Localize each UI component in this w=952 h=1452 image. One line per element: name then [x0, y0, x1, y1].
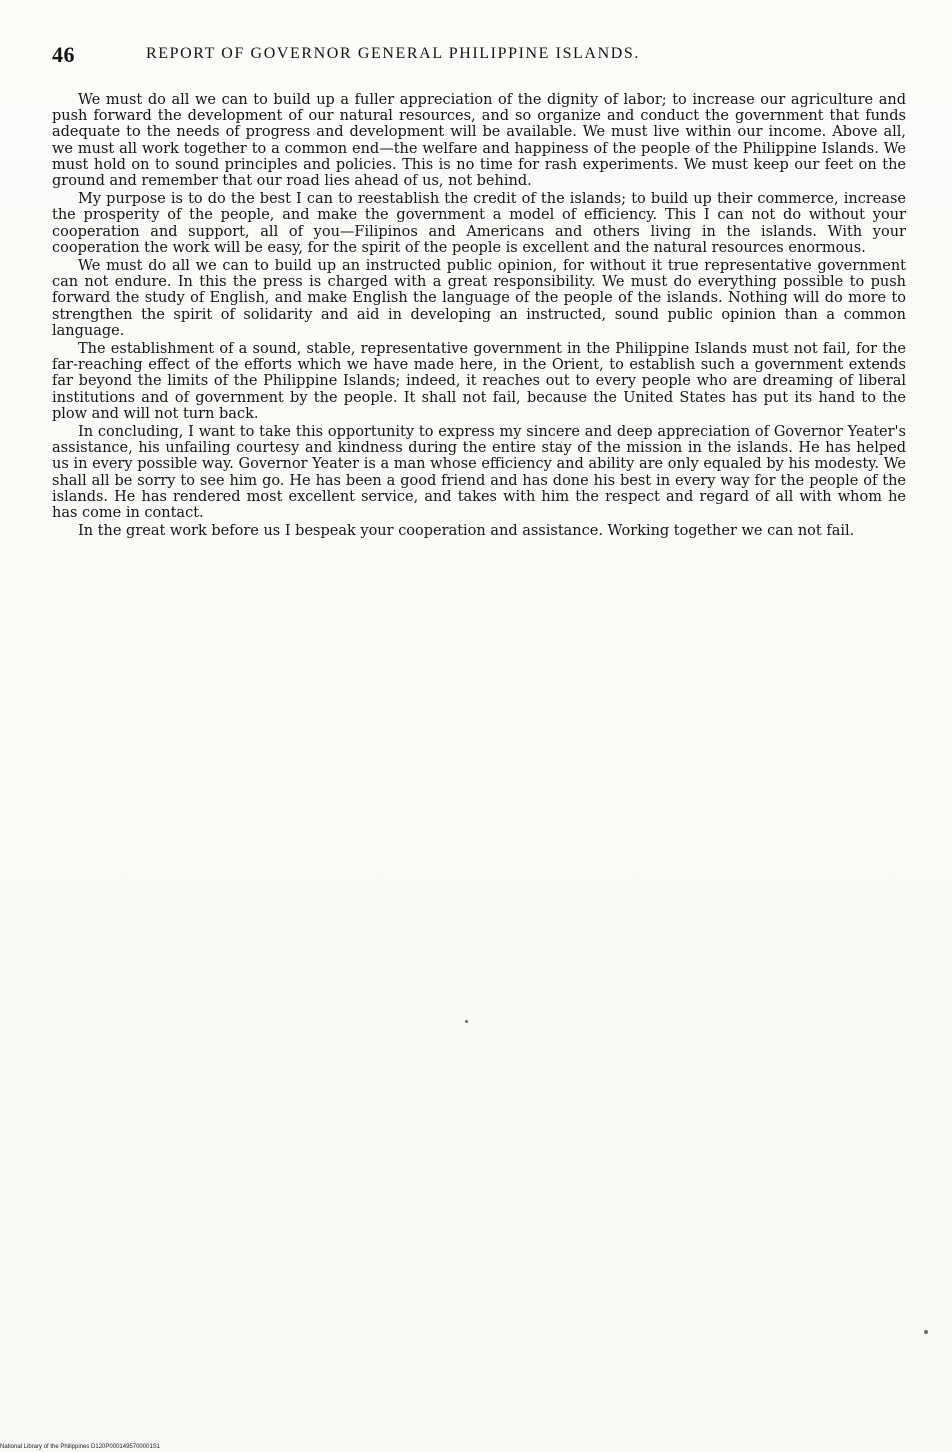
- report-body: [52, 92, 906, 539]
- running-head: REPORT OF GOVERNOR GENERAL PHILIPPINE ISLANDS.: [146, 45, 640, 62]
- scan-speck: [465, 1020, 468, 1023]
- paragraph-public-opinion: We must do all we can to build up an instructed public opinion, for without it true representative government can not endure. In this the press is charged with a great responsibility. We must do everything possible to push forward the study of English, and make English the language of the people of the islands. Nothing will do more to strengthen the spirit of solidarity and aid in developing an instructed, sound public opinion than a common language.: [52, 258, 906, 339]
- paragraph-concluding: In concluding, I want to take this opportunity to express my sincere and deep appreciation of Governor Yeater's assistance, his unfailing courtesy and kindness during the entire stay of the mission in the islands. He has helped us in every possible way. Governor Yeater is a man whose efficiency and ability are only equaled by his modesty. We shall all be sorry to see him go. He has been a good friend and has done his best in every way for the people of the islands. He has rendered most excellent service, and takes with him the respect and regard of all with whom he has come in contact.: [52, 424, 906, 522]
- page-number: 46: [52, 42, 75, 67]
- paragraph-purpose: My purpose is to do the best I can to reestablish the credit of the islands; to build up their commerce, increase the prosperity of the people, and make the government a model of efficiency. This I can not do without your cooperation and support, all of you—Filipinos and Americans and others living in the islands. With your cooperation the work will be easy, for the spirit of the people is excellent and the natural resources enormous.: [52, 191, 906, 256]
- paragraph-representative-government: The establishment of a sound, stable, representative government in the Philippine Islands must not fail, for the far-reaching effect of the efforts which we have made here, in the Orient, to establish such a government extends far beyond the limits of the Philippine Islands; indeed, it reaches out to every people who are dreaming of liberal institutions and of government by the people. It shall not fail, because the United States has put its hand to the plow and will not turn back.: [52, 341, 906, 422]
- page-header: [52, 42, 902, 76]
- paragraph-dignity-of-labor: We must do all we can to build up a fuller appreciation of the dignity of labor; to increase our agriculture and push forward the development of our natural resources, and so organize and conduct the government that funds adequate to the needs of progress and development will be available. We must live within our income. Above all, we must all work together to a common end—the welfare and happiness of the people of the Philippine Islands. We must hold on to sound principles and policies. This is no time for rash experiments. We must keep our feet on the ground and remember that our road lies ahead of us, not behind.: [52, 92, 906, 190]
- digitization-note: National Library of the Philippines D120P0001495700001S1: [0, 1444, 161, 1450]
- paragraph-cooperation: In the great work before us I bespeak your cooperation and assistance. Working together we can not fail.: [78, 523, 855, 540]
- scan-speck: [924, 1330, 928, 1334]
